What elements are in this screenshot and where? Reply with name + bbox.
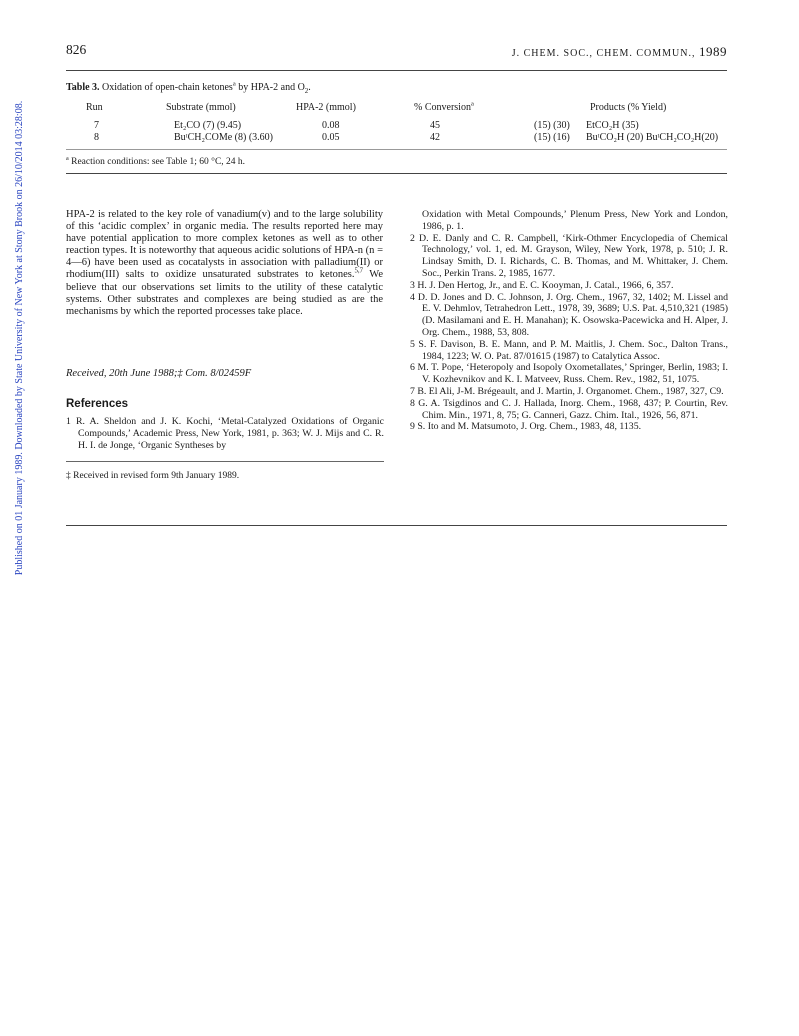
page-end-rule xyxy=(66,525,727,526)
reference-item: Oxidation with Metal Compounds,’ Plenum Press, New York and London, 1986, p. 1. xyxy=(422,209,728,232)
body-text-end: We believe that our observations set limits to the utility of these catalytic systems. Other substrates and complexes are being studied as are the mechanisms by which the reported processes take place. xyxy=(66,269,384,317)
cell-products-b: EtCO₂H (35) xyxy=(586,120,639,131)
caption-footnote-mark: a xyxy=(232,80,236,88)
download-stamp xyxy=(14,10,26,670)
references-left xyxy=(66,416,384,451)
table-row xyxy=(66,132,726,144)
table-caption-end: . xyxy=(308,82,311,93)
body-text: HPA-2 is related to the key role of vanadium(v) and to the large solubility of this ‘acidic complex’ in organic media. The results reported here may have potential application to more complex ketones as well as to other reaction types. It is noteworthy that aqueous acidic solutions of HPA-n (n = 4—6) have been used as cocatalysts in association with palladium(II) or rhodium(III) salts to oxidize unsaturated substrates to ketones. xyxy=(66,209,383,281)
dagger-note: ‡ Received in revised form 9th January 1989. xyxy=(66,471,240,481)
cell-products-a: (15) (30) xyxy=(534,120,570,131)
table-caption-label: Table 3. xyxy=(66,82,100,93)
table-header-row xyxy=(66,102,726,120)
reference-item: 6 M. T. Pope, ‘Heteropoly and Isopoly Oxometallates,’ Springer, Berlin, 1983; I. V. Kozhevnikov and K. I. Matveev, Russ. Chem. Rev., 1982, 51, 1075. xyxy=(410,362,728,386)
cell-products-b: BuᵗCO₂H (20) BuᵗCH₂CO₂H(20) xyxy=(586,132,719,143)
citation-superscript[interactable]: 5,7 xyxy=(354,267,364,275)
table-rule xyxy=(66,149,727,150)
footnote-mark: a xyxy=(66,155,69,162)
table-row xyxy=(66,120,726,132)
reference-item: 2 D. E. Danly and C. R. Campbell, ‘Kirk-Othmer Encyclopedia of Chemical Technology,’ vol. 1, ed. M. Grayson, Wiley, New York, 1978, p. 510; J. R. Lindsay Smith, D. I. Richards, C. B. Thomas, and M. Whittaker, J. Chem. Soc., Perkin Trans. 2, 1985, 1677. xyxy=(410,232,728,279)
body-column-left xyxy=(66,209,383,318)
reference-item: 8 G. A. Tsigdinos and C. J. Hallada, Inorg. Chem., 1968, 437; P. Courtin, Rev. Chim. Min., 1971, 8, 75; G. Canneri, Gazz. Chim. Ital., 1926, 56, 871. xyxy=(410,397,728,421)
reference-item: 3 H. J. Den Hertog, Jr., and E. C. Kooyman, J. Catal., 1966, 6, 357. xyxy=(410,279,674,291)
journal-name: J. CHEM. SOC., CHEM. COMMUN., xyxy=(511,48,696,59)
table-caption-text-2: by HPA-2 and O xyxy=(235,82,305,93)
page-number: 826 xyxy=(66,42,87,57)
cell-run: 8 xyxy=(94,132,99,143)
dagger-rule xyxy=(66,461,384,462)
cell-conversion: 42 xyxy=(430,132,440,143)
cell-run: 7 xyxy=(94,120,99,131)
cell-conversion: 45 xyxy=(430,120,440,131)
reference-item: 4 D. D. Jones and D. C. Johnson, J. Org. Chem., 1967, 32, 1402; M. Lissel and E. V. Dehmlov, Tetrahedron Lett., 1978, 39, 3689; U.S. Pat. 4,510,321 (1985) (D. Masilamani and E. H. Manahan); K. Osowska-Pacewicka and H. Alper, J. Org. Chem., 1988, 53, 808. xyxy=(410,291,728,338)
table-footnote-text: Reaction conditions: see Table 1; 60 °C, 24 h. xyxy=(71,157,246,167)
cell-hpa: 0.05 xyxy=(322,132,340,143)
body-paragraph xyxy=(66,209,383,318)
cell-products-a: (15) (16) xyxy=(534,132,570,143)
running-header xyxy=(512,44,727,60)
col-header-products: Products (% Yield) xyxy=(590,102,667,113)
col-header-conversion-text: % Conversion xyxy=(414,102,471,113)
col-header-run: Run xyxy=(86,102,103,113)
reference-item: 7 B. El Ali, J-M. Brégeault, and J. Martin, J. Organomet. Chem., 1987, 327, C9. xyxy=(410,385,724,397)
col-header-conversion xyxy=(396,102,534,120)
conversion-footnote-mark: a xyxy=(470,100,474,108)
results-table xyxy=(66,102,726,144)
table-caption-text: Oxidation of open-chain ketones xyxy=(102,82,233,93)
download-stamp-text[interactable]: Published on 01 January 1989. Downloaded by State University of New York at Stony Brook on 26/10/2014 03:28:08. xyxy=(14,100,25,576)
col-header-substrate: Substrate (mmol) xyxy=(166,102,236,113)
header-rule xyxy=(66,70,727,71)
col-header-hpa: HPA-2 (mmol) xyxy=(296,102,356,113)
table-bottom-rule xyxy=(66,173,727,174)
references-heading: References xyxy=(66,398,129,410)
table-footnote xyxy=(66,157,245,167)
cell-substrate: BuᵗCH₂COMe (8) (3.60) xyxy=(174,132,274,143)
journal-year: 1989 xyxy=(699,44,727,59)
table-caption xyxy=(66,82,311,93)
caption-subscript: 2 xyxy=(304,87,309,95)
reference-item: 5 S. F. Davison, B. E. Mann, and P. M. Maitlis, J. Chem. Soc., Dalton Trans., 1984, 1223; W. O. Pat. 87/01615 (1987) to Catalytica Assoc. xyxy=(410,338,728,362)
reference-item: 9 S. Ito and M. Matsumoto, J. Org. Chem., 1983, 48, 1135. xyxy=(410,421,642,433)
received-date: Received, 20th June 1988;‡ Com. 8/02459F xyxy=(66,368,252,379)
cell-hpa: 0.08 xyxy=(322,120,340,131)
references-right xyxy=(410,209,728,433)
cell-substrate: Et₂CO (7) (9.45) xyxy=(174,120,242,131)
reference-item: 1 R. A. Sheldon and J. K. Kochi, ‘Metal-Catalyzed Oxidations of Organic Compounds,’ Academic Press, New York, 1981, p. 363; W. J. Mijs and C. R. H. I. de Jonge, ‘Organic Syntheses by xyxy=(66,416,384,451)
